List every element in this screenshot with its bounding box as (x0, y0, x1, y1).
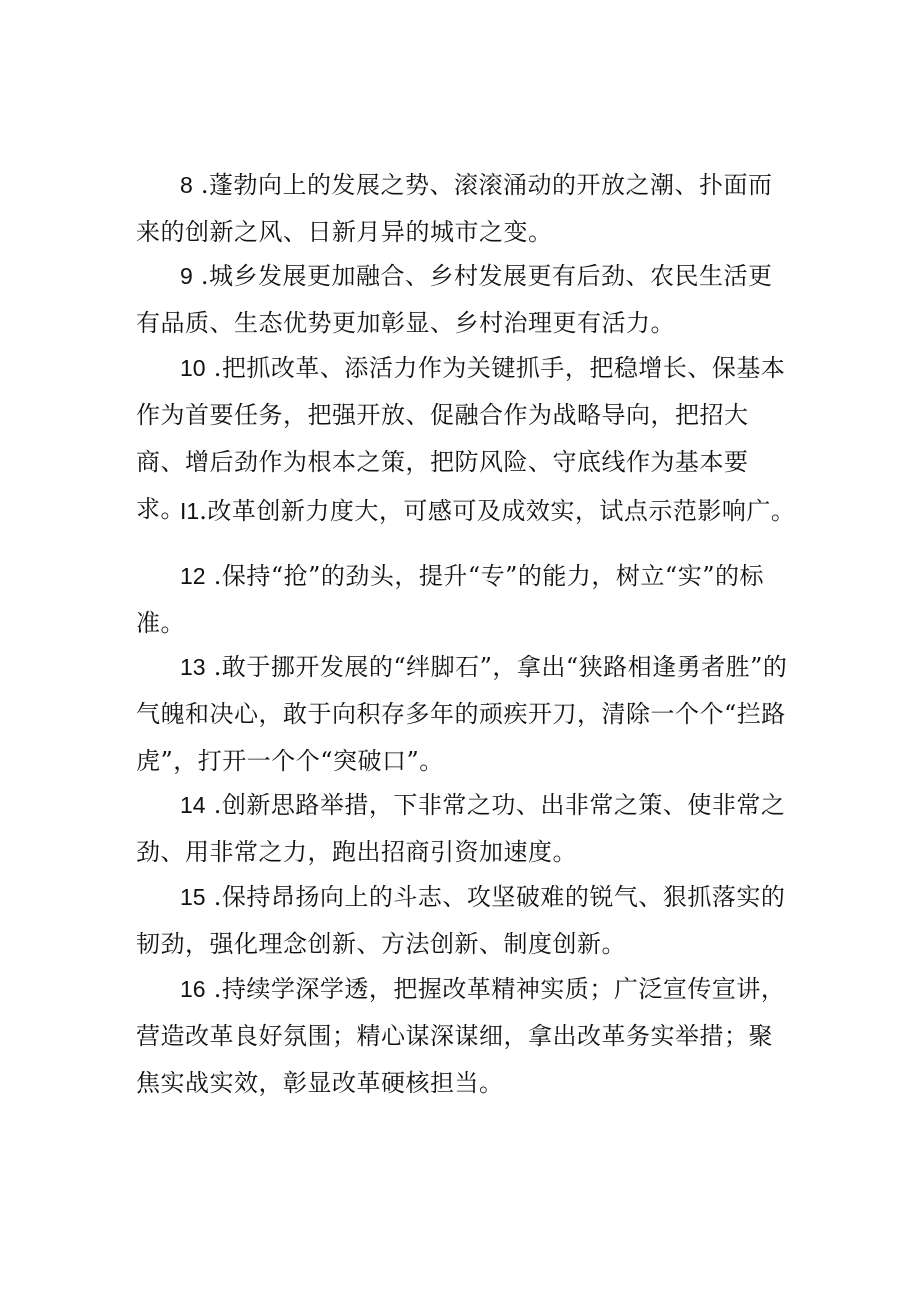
item-text: .改革创新力度大，可感可及成效实，试点示范影响广。 (199, 497, 796, 525)
paragraph-item-15 (136, 874, 796, 968)
item-number: 8 (180, 172, 193, 198)
item-text: .城乡发展更加融合、乡村发展更有后劲、农民生活更有品质、生态优势更加彰显、乡村治理更有活力。 (136, 262, 773, 337)
paragraph-item-12 (136, 553, 796, 647)
paragraph-item-9 (136, 253, 796, 347)
item-number: 13 (180, 654, 206, 680)
paragraph-item-11 (136, 488, 796, 535)
item-number: 15 (180, 884, 206, 910)
item-text: .持续学深学透，把握改革精神实质；广泛宣传宣讲，营造改革良好氛围；精心谋深谋细，拿出改革务实举措；聚焦实战实效，彰显改革硬核担当。 (136, 975, 786, 1097)
item-text: .保持昂扬向上的斗志、攻坚破难的锐气、狠抓落实的韧劲，强化理念创新、方法创新、制度创新。 (136, 883, 786, 958)
item-number: 14 (180, 792, 206, 818)
item-number: 9 (180, 263, 193, 289)
item-text: .保持“抢”的劲头，提升“专”的能力，树立“实”的标准。 (136, 562, 764, 637)
paragraph-item-13 (136, 644, 796, 785)
item-text: .创新思路举措，下非常之功、出非常之策、使非常之劲、用非常之力，跑出招商引资加速度。 (136, 791, 786, 866)
item-text: .把抓改革、添活力作为关键抓手，把稳增长、保基本作为首要任务，把强开放、促融合作为战略导向，把招大商、增后劲作为根本之策，把防风险、守底线作为基本要求。 (136, 354, 786, 523)
paragraph-item-8 (136, 162, 796, 256)
paragraph-item-16 (136, 966, 796, 1107)
item-text: .敢于挪开发展的“绊脚石”，拿出“狭路相逢勇者胜”的气魄和决心，敢于向积存多年的顽疾开刀，清除一个个“拦路虎”，打开一个个“突破口”。 (136, 653, 788, 775)
item-number: 12 (180, 563, 206, 589)
item-number: 10 (180, 355, 206, 381)
item-number: I1 (180, 498, 200, 524)
paragraph-item-14 (136, 782, 796, 876)
item-number: 16 (180, 976, 206, 1002)
item-text: .蓬勃向上的发展之势、滚滚涌动的开放之潮、扑面而来的创新之风、日新月异的城市之变。 (136, 171, 773, 246)
